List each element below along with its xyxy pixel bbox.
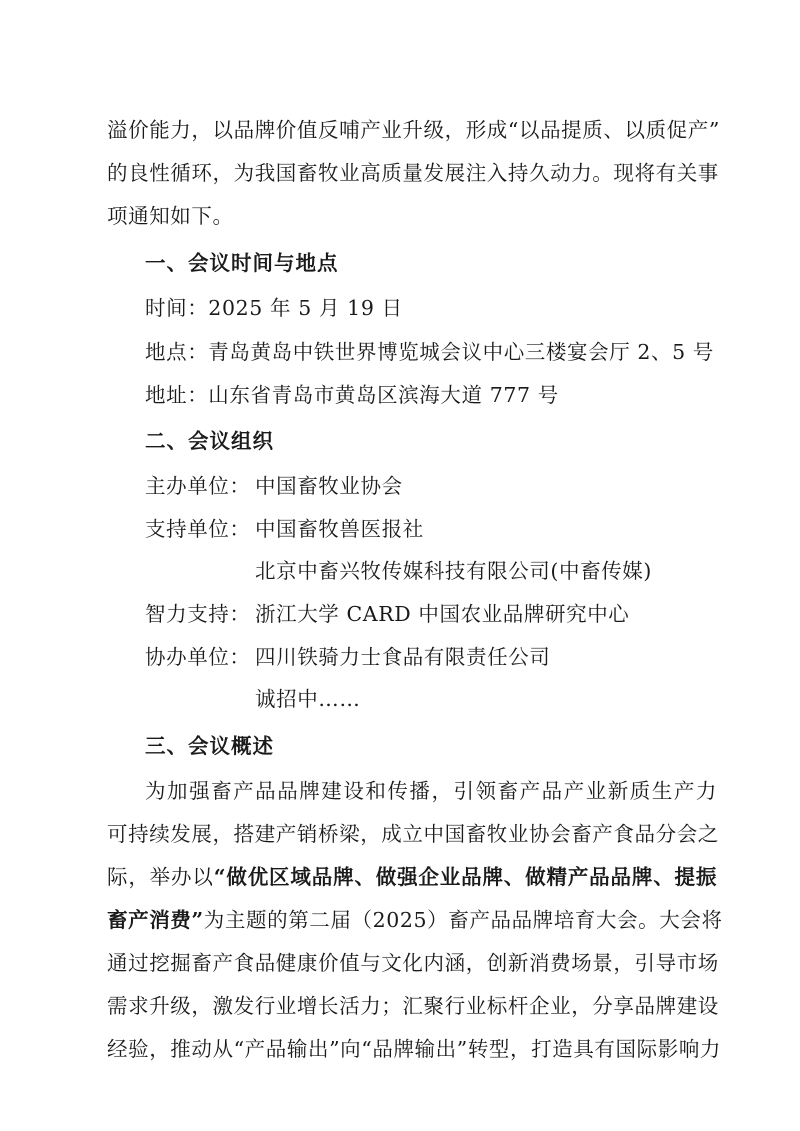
intel-org: 浙江大学 CARD 中国农业品牌研究中心 bbox=[255, 602, 630, 626]
meeting-place: 地点：青岛黄岛中铁世界博览城会议中心三楼宴会厅 2、5 号 bbox=[145, 340, 715, 364]
intro-line-1: 溢价能力，以品牌价值反哺产业升级，形成“以品提质、以质促产” bbox=[107, 118, 720, 142]
host-label: 主办单位： bbox=[145, 474, 251, 498]
overview-line-2: 可持续发展，搭建产销桥梁，成立中国畜牧业协会畜产食品分会之 bbox=[107, 822, 719, 846]
meeting-address: 地址：山东省青岛市黄岛区滨海大道 777 号 bbox=[145, 383, 559, 407]
section2-heading: 二、会议组织 bbox=[145, 429, 274, 453]
overview-line-3 bbox=[107, 864, 717, 890]
co-label: 协办单位： bbox=[145, 645, 251, 669]
intro-line-2: 的良性循环，为我国畜牧业高质量发展注入持久动力。现将有关事 bbox=[107, 161, 719, 185]
intro-line-3: 项通知如下。 bbox=[107, 204, 234, 228]
overview-line-4b: 为主题的第二届（2025）畜产品品牌培育大会。大会将 bbox=[203, 908, 723, 932]
overview-line-5: 通过挖掘畜产食品健康价值与文化内涵，创新消费场景，引导市场 bbox=[107, 951, 719, 975]
overview-line-7: 经验，推动从“产品输出”向“品牌输出”转型，打造具有国际影响力 bbox=[107, 1037, 722, 1061]
section1-heading: 一、会议时间与地点 bbox=[145, 251, 339, 275]
meeting-time: 时间：2025 年 5 月 19 日 bbox=[145, 296, 403, 320]
overview-line-1: 为加强畜产品品牌建设和传播，引领畜产品产业新质生产力 bbox=[145, 779, 717, 803]
co-org-2: 诚招中…… bbox=[255, 687, 361, 711]
support-org-2: 北京中畜兴牧传媒科技有限公司(中畜传媒) bbox=[255, 559, 652, 583]
host-org: 中国畜牧业协会 bbox=[255, 474, 403, 498]
overview-line-3a: 际，举办以 bbox=[107, 865, 214, 889]
support-label: 支持单位： bbox=[145, 517, 251, 541]
section3-heading: 三、会议概述 bbox=[145, 734, 274, 758]
overview-line-6: 需求升级，激发行业增长活力；汇聚行业标杆企业，分享品牌建设 bbox=[107, 994, 719, 1018]
overview-line-4 bbox=[107, 907, 723, 933]
co-org-1: 四川铁骑力士食品有限责任公司 bbox=[255, 645, 551, 669]
overview-theme-part-2: 畜产消费” bbox=[107, 908, 204, 932]
intel-label: 智力支持： bbox=[145, 602, 251, 626]
overview-theme-part-1: “做优区域品牌、做强企业品牌、做精产品品牌、提振 bbox=[213, 865, 717, 889]
support-org-1: 中国畜牧兽医报社 bbox=[255, 517, 424, 541]
